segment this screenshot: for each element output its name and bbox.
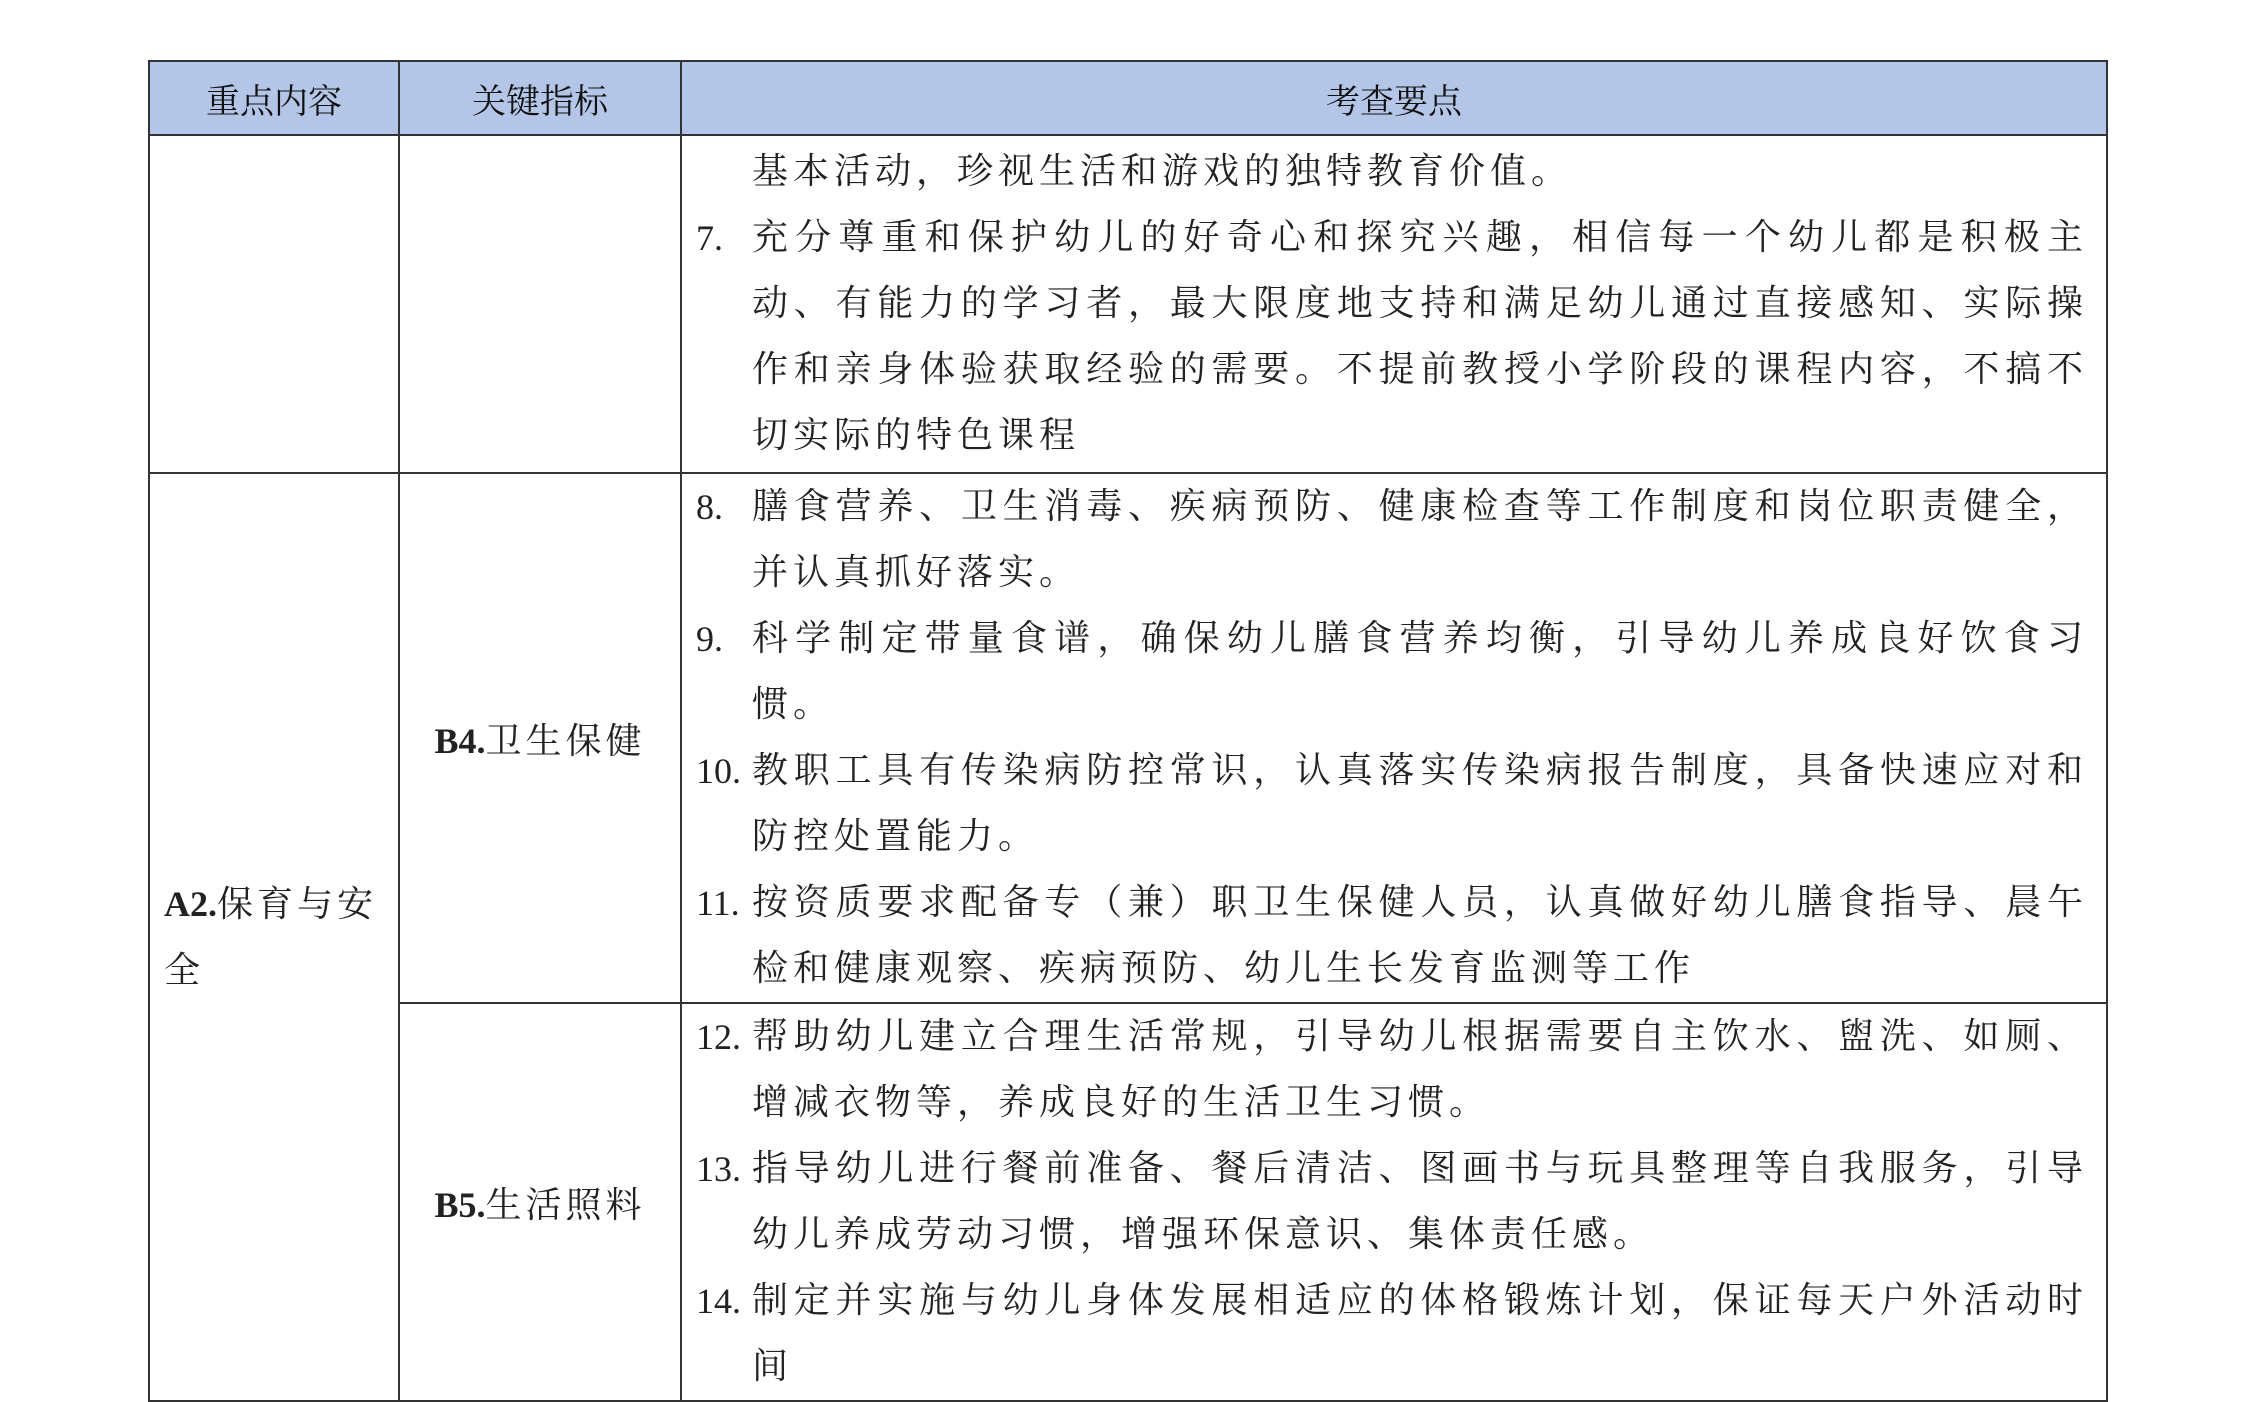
- list-item: [696, 1268, 2088, 1400]
- item-number: 10.: [696, 751, 741, 791]
- list-item: [696, 1136, 2088, 1268]
- indicator-label: 卫生保健: [485, 720, 646, 762]
- indicator-label: 生活照料: [485, 1184, 646, 1226]
- list-item: [696, 474, 2088, 606]
- focus-cell-a2: [149, 473, 399, 1401]
- points-cell-b5: [681, 1003, 2107, 1401]
- list-item: [696, 606, 2088, 738]
- evaluation-table: [148, 60, 2108, 1402]
- item-text: 教职工具有传染病防控常识，认真落实传染病报告制度，具备快速应对和防控处置能力。: [752, 750, 2088, 857]
- item-text: 指导幼儿进行餐前准备、餐后清洁、图画书与玩具整理等自我服务，引导幼儿养成劳动习惯，增强环保意识、集体责任感。: [752, 1148, 2088, 1255]
- table-row: [149, 1003, 2107, 1401]
- indicator-code: B5.: [434, 1184, 486, 1225]
- item-number: 14.: [696, 1281, 741, 1321]
- table-row: [149, 135, 2107, 473]
- indicator-code: B4.: [434, 720, 486, 761]
- table-row: [149, 473, 2107, 1003]
- table-header-row: [149, 61, 2107, 135]
- list-item: [696, 1004, 2088, 1136]
- points-cell-b4: [681, 473, 2107, 1003]
- indicator-cell-b5: [399, 1003, 681, 1401]
- item-text: 按资质要求配备专（兼）职卫生保健人员，认真做好幼儿膳食指导、晨午检和健康观察、疾病预防、幼儿生长发育监测等工作: [752, 882, 2088, 989]
- item-number: 8.: [696, 487, 723, 527]
- item-number: 9.: [696, 619, 723, 659]
- points-cell: [681, 135, 2107, 473]
- item-number: 13.: [696, 1149, 741, 1189]
- item-text: 充分尊重和保护幼儿的好奇心和探究兴趣，相信每一个幼儿都是积极主动、有能力的学习者，最大限度地支持和满足幼儿通过直接感知、实际操作和亲身体验获取经验的需要。不提前教授小学阶段的课程内容，不搞不切实际的特色课程: [752, 217, 2088, 456]
- continuation-text: 基本活动，珍视生活和游戏的独特教育价值。: [752, 151, 1573, 192]
- item-text: 科学制定带量食谱，确保幼儿膳食营养均衡，引导幼儿养成良好饮食习惯。: [752, 618, 2088, 725]
- list-item: [696, 870, 2088, 1002]
- focus-cell-empty: [149, 135, 399, 473]
- header-points: 考查要点: [681, 61, 2107, 135]
- item-text: 膳食营养、卫生消毒、疾病预防、健康检查等工作制度和岗位职责健全，并认真抓好落实。: [752, 486, 2088, 593]
- item-text: 帮助幼儿建立合理生活常规，引导幼儿根据需要自主饮水、盥洗、如厕、增减衣物等，养成良好的生活卫生习惯。: [752, 1016, 2088, 1123]
- focus-code: A2.: [164, 883, 217, 924]
- focus-text: 保育与安全: [164, 883, 378, 991]
- item-number: 12.: [696, 1017, 741, 1057]
- header-indicator: 关键指标: [399, 61, 681, 135]
- item-number: 7.: [696, 218, 723, 258]
- list-item: [696, 205, 2088, 469]
- header-focus: 重点内容: [149, 61, 399, 135]
- indicator-cell-empty: [399, 135, 681, 473]
- item-text: 制定并实施与幼儿身体发展相适应的体格锻炼计划，保证每天户外活动时间: [752, 1280, 2088, 1387]
- indicator-cell-b4: [399, 473, 681, 1003]
- item-number: 11.: [696, 883, 740, 923]
- list-item: [696, 738, 2088, 870]
